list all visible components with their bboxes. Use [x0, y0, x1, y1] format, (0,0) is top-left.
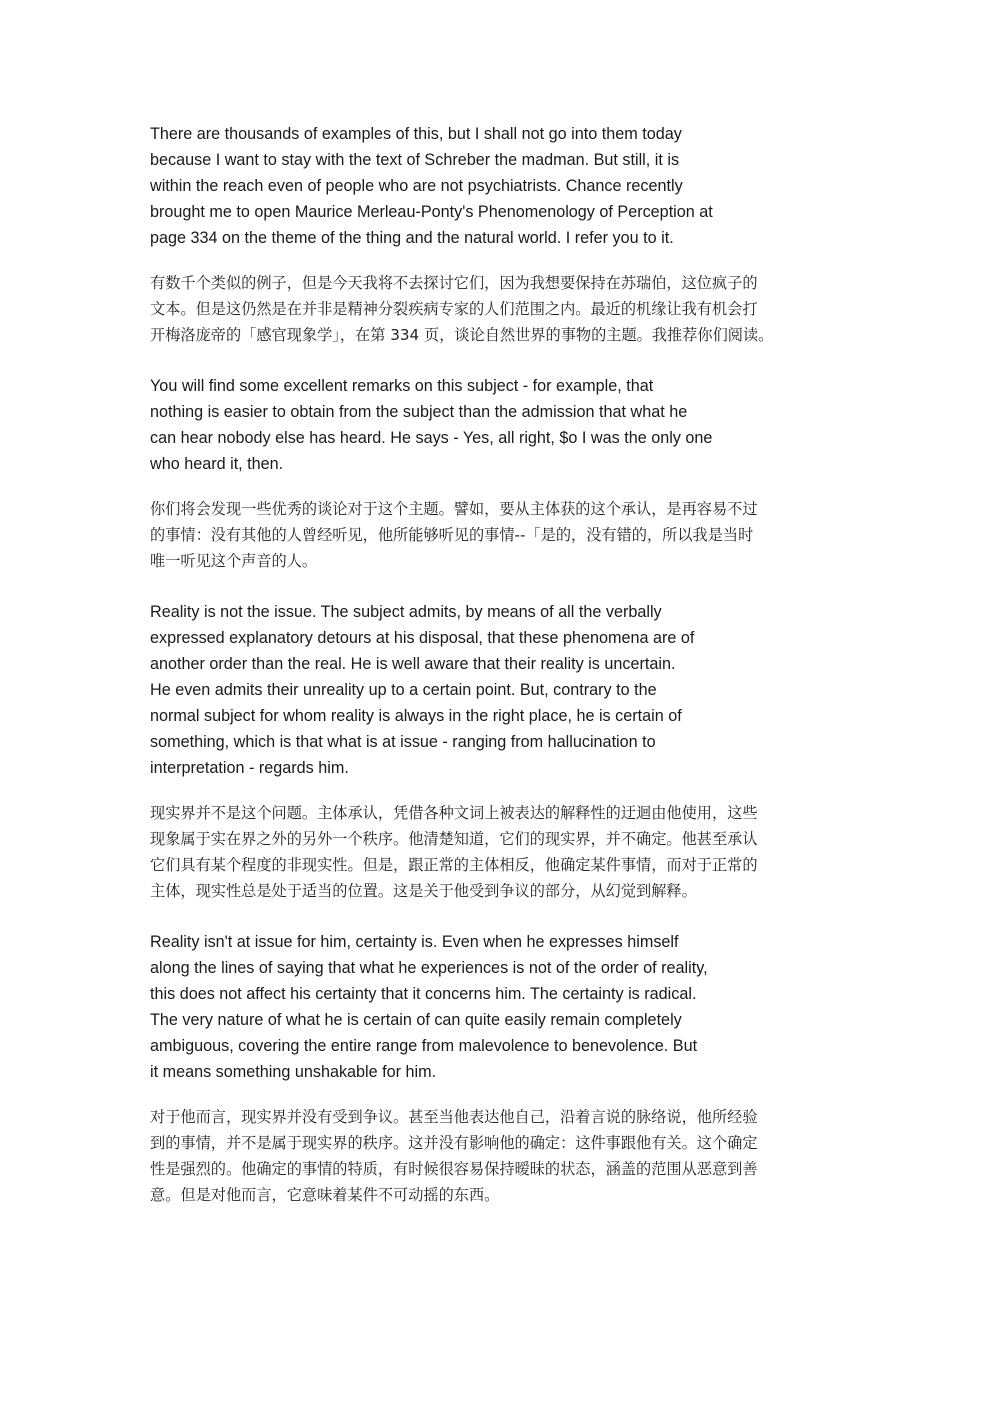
- text-line: page 334 on the theme of the thing and the natural world. I refer you to it.: [150, 229, 674, 247]
- text-line: because I want to stay with the text of Schreber the madman. But still, it is: [150, 151, 680, 169]
- text-line: brought me to open Maurice Merleau-Ponty's Phenomenology of Perception at: [150, 203, 713, 221]
- text-line: 你们将会发现一些优秀的谈论对于这个主题。譬如，要从主体获的这个承认，是再容易不过: [150, 500, 758, 518]
- text-line: expressed explanatory detours at his disposal, that these phenomena are of: [150, 629, 695, 647]
- paragraph-en-4: [150, 929, 850, 1085]
- text-line: this does not affect his certainty that it concerns him. The certainty is radical.: [150, 985, 697, 1003]
- text-line: 主体，现实性总是处于适当的位置。这是关于他受到争议的部分，从幻觉到解释。: [150, 882, 697, 900]
- text-line: 唯一听见这个声音的人。: [150, 552, 318, 570]
- text-line: interpretation - regards him.: [150, 759, 349, 777]
- paragraph-zh-1: [150, 270, 844, 348]
- text-line: The very nature of what he is certain of can quite easily remain completely: [150, 1011, 682, 1029]
- text-line: 到的事情，并不是属于现实界的秩序。这并没有影响他的确定：这件事跟他有关。这个确定: [150, 1134, 758, 1152]
- text-line: it means something unshakable for him.: [150, 1063, 437, 1081]
- document-page: [150, 121, 850, 1208]
- text-line: normal subject for whom reality is always in the right place, he is certain of: [150, 707, 682, 725]
- text-line: 开梅洛庞帝的「感官现象学」，在第 334 页，谈论自然世界的事物的主题。我推荐你们阅读。: [150, 326, 774, 344]
- text-line: 性是强烈的。他确定的事情的特质，有时候很容易保持暧昧的状态，涵盖的范围从恶意到善: [150, 1160, 758, 1178]
- text-line: along the lines of saying that what he experiences is not of the order of reality,: [150, 959, 708, 977]
- text-line: 现象属于实在界之外的另外一个秩序。他清楚知道，它们的现实界，并不确定。他甚至承认: [150, 830, 758, 848]
- text-line: Reality is not the issue. The subject admits, by means of all the verbally: [150, 603, 662, 621]
- text-line: Reality isn't at issue for him, certainty is. Even when he expresses himself: [150, 933, 679, 951]
- text-line: nothing is easier to obtain from the subject than the admission that what he: [150, 403, 688, 421]
- text-line: within the reach even of people who are not psychiatrists. Chance recently: [150, 177, 683, 195]
- text-line: 它们具有某个程度的非现实性。但是，跟正常的主体相反，他确定某件事情，而对于正常的: [150, 856, 758, 874]
- text-line: He even admits their unreality up to a certain point. But, contrary to the: [150, 681, 657, 699]
- text-line: who heard it, then.: [150, 455, 284, 473]
- paragraph-zh-4: [150, 1104, 844, 1208]
- text-line: ambiguous, covering the entire range from malevolence to benevolence. But: [150, 1037, 698, 1055]
- text-line: something, which is that what is at issue - ranging from hallucination to: [150, 733, 656, 751]
- text-line: 意。但是对他而言，它意味着某件不可动摇的东西。: [150, 1186, 500, 1204]
- text-line: 现实界并不是这个问题。主体承认，凭借各种文词上被表达的解释性的迂迴由他使用，这些: [150, 804, 758, 822]
- paragraph-zh-3: [150, 800, 844, 904]
- text-line: You will find some excellent remarks on this subject - for example, that: [150, 377, 654, 395]
- text-line: 有数千个类似的例子，但是今天我将不去探讨它们，因为我想要保持在苏瑞伯，这位疯子的: [150, 274, 758, 292]
- paragraph-zh-2: [150, 496, 844, 574]
- text-line: 对于他而言，现实界并没有受到争议。甚至当他表达他自己，沿着言说的脉络说，他所经验: [150, 1108, 758, 1126]
- text-line: There are thousands of examples of this, but I shall not go into them today: [150, 125, 682, 143]
- text-line: 文本。但是这仍然是在并非是精神分裂疾病专家的人们范围之内。最近的机缘让我有机会打: [150, 300, 758, 318]
- paragraph-en-3: [150, 599, 850, 781]
- text-line: another order than the real. He is well aware that their reality is uncertain.: [150, 655, 676, 673]
- text-line: can hear nobody else has heard. He says - Yes, all right, $o I was the only one: [150, 429, 713, 447]
- paragraph-en-1: [150, 121, 850, 251]
- paragraph-en-2: [150, 373, 850, 477]
- text-line: 的事情：没有其他的人曾经听见，他所能够听见的事情--「是的，没有错的，所以我是当时: [150, 526, 754, 544]
